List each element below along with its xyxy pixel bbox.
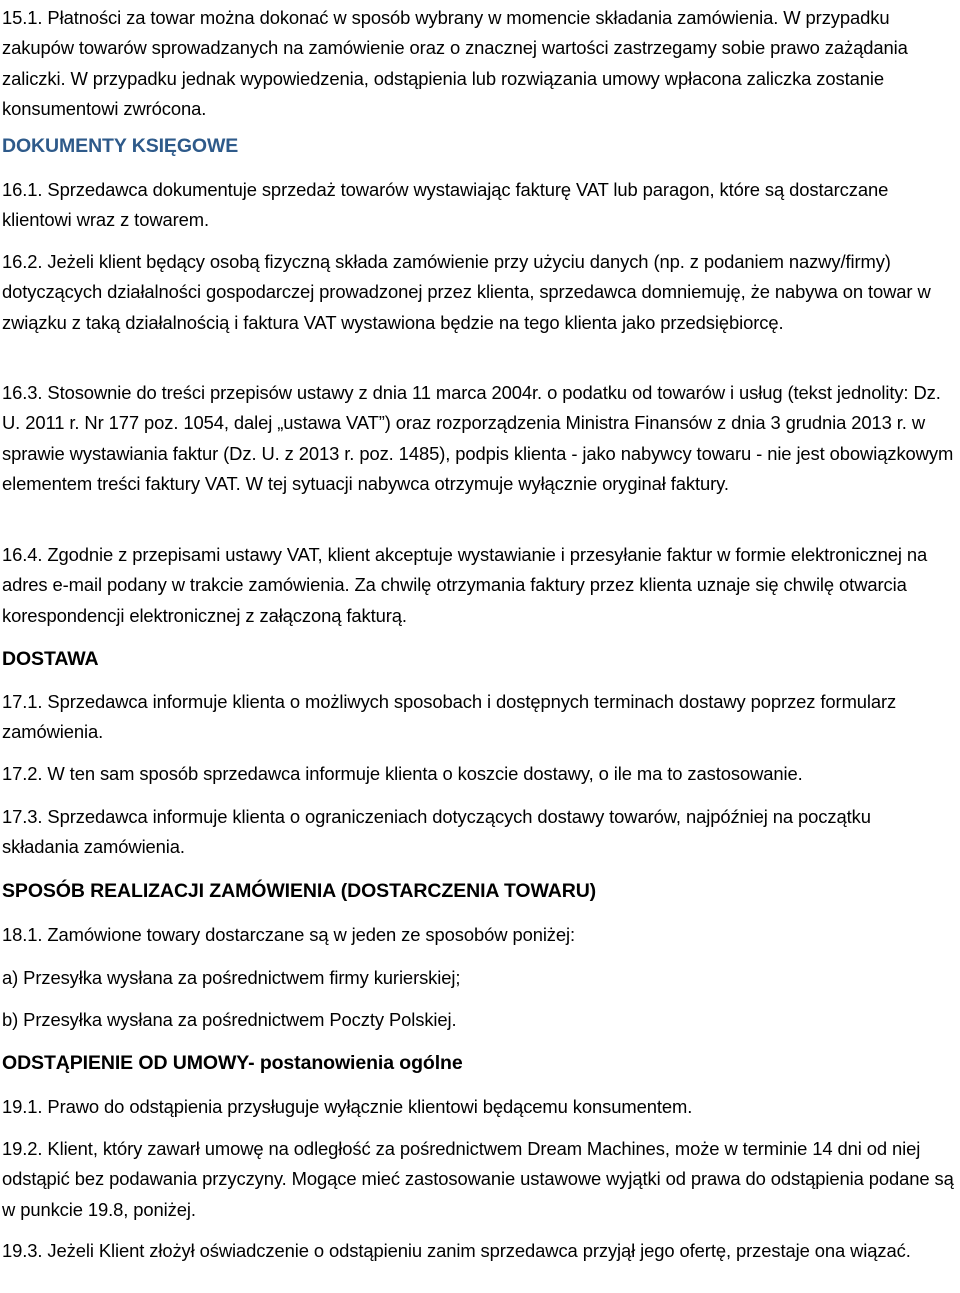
paragraph-17-2: 17.2. W ten sam sposób sprzedawca informuje klienta o koszcie dostawy, o ile ma to zastosowanie. [2,763,803,784]
list-item-b: b) Przesyłka wysłana za pośrednictwem Poczty Polskiej. [2,1009,457,1030]
paragraph-15-1: 15.1. Płatności za towar można dokonać w sposób wybrany w momencie składania zamówienia. W przypadku zakupów towarów sprowadzanych na zamówienie oraz o znacznej wartości zastrzegamy sobie prawo zażądania zaliczki. W przypadku jednak wypowiedzenia, odstąpienia lub rozwiązania umowy wpłacona zaliczka zostanie konsumentowi zwrócona. [2,7,908,120]
paragraph-18-1: 18.1. Zamówione towary dostarczane są w jeden ze sposobów poniżej: [2,924,576,945]
heading-sposob-realizacji: SPOSÓB REALIZACJI ZAMÓWIENIA (DOSTARCZENIA TOWARU) [2,880,597,902]
paragraph-16-2: 16.2. Jeżeli klient będący osobą fizyczną składa zamówienie przy użyciu danych (np. z podaniem nazwy/firmy) dotyczących działalności gospodarczej prowadzonej przez klienta, sprzedawca domniemuję, że nabywa on towar w związku z taką działalnością i faktura VAT wystawiona będzie na tego klienta jako przedsiębiorcę. [2,251,931,333]
paragraph-16-1: 16.1. Sprzedawca dokumentuje sprzedaż towarów wystawiając fakturę VAT lub paragon, które są dostarczane klientowi wraz z towarem. [2,179,889,231]
list-item-a: a) Przesyłka wysłana za pośrednictwem firmy kurierskiej; [2,967,461,988]
paragraph-16-4: 16.4. Zgodnie z przepisami ustawy VAT, klient akceptuje wystawianie i przesyłanie faktur w formie elektronicznej na adres e-mail podany w trakcie zamówienia. Za chwilę otrzymania faktury przez klienta uznaje się chwilę otwarcia korespondencji elektronicznej z załączoną fakturą. [2,544,928,626]
paragraph-16-3: 16.3. Stosownie do treści przepisów ustawy z dnia 11 marca 2004r. o podatku od towarów i usług (tekst jednolity: Dz. U. 2011 r. Nr 177 poz. 1054, dalej „ustawa VAT”) oraz rozporządzenia Ministra Finansów z dnia 3 grudnia 2013 r. w sprawie wystawiania faktur (Dz. U. z 2013 r. poz. 1485), podpis klienta - jako nabywcy towaru - nie jest obowiązkowym elementem treści faktury VAT. W tej sytuacji nabywca otrzymuje wyłącznie oryginał faktury. [2,382,954,495]
heading-dokumenty-ksiegowe: DOKUMENTY KSIĘGOWE [2,135,239,157]
paragraph-17-1: 17.1. Sprzedawca informuje klienta o możliwych sposobach i dostępnych terminach dostawy poprzez formularz zamówienia. [2,691,897,743]
paragraph-19-2: 19.2. Klient, który zawarł umowę na odległość za pośrednictwem Dream Machines, może w terminie 14 dni od niej odstąpić bez podawania przyczyny. Mogące mieć zastosowanie ustawowe wyjątki od prawa do odstąpienia podane są w punkcie 19.8, poniżej. [2,1138,954,1220]
paragraph-19-3: 19.3. Jeżeli Klient złożył oświadczenie o odstąpieniu zanim sprzedawca przyjął jego ofertę, przestaje ona wiązać. [2,1240,911,1261]
heading-odstapienie: ODSTĄPIENIE OD UMOWY- postanowienia ogólne [2,1052,463,1074]
heading-dostawa: DOSTAWA [2,648,99,670]
paragraph-19-1: 19.1. Prawo do odstąpienia przysługuje wyłącznie klientowi będącemu konsumentem. [2,1096,693,1117]
paragraph-17-3: 17.3. Sprzedawca informuje klienta o ograniczeniach dotyczących dostawy towarów, najpóźniej na początku składania zamówienia. [2,806,871,858]
